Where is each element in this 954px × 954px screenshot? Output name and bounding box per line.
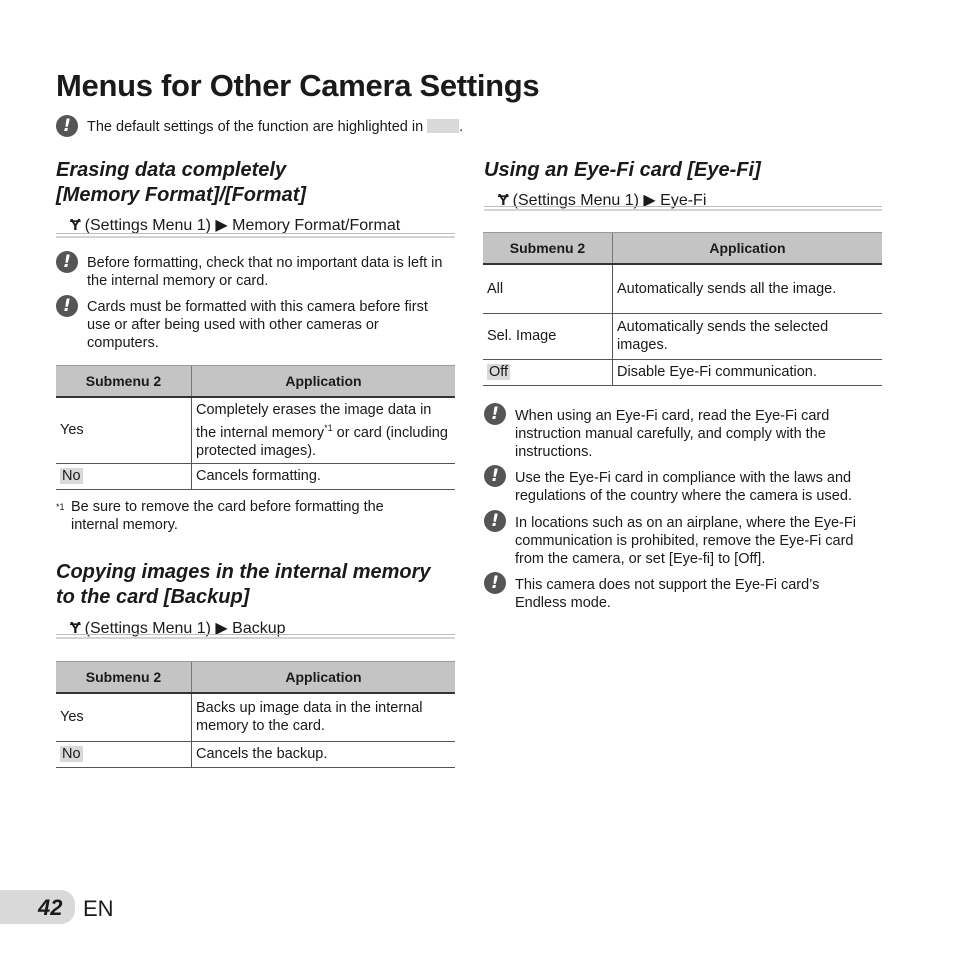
table-row [483, 359, 882, 385]
page-number: 42 [38, 895, 63, 920]
highlight-swatch [427, 119, 459, 133]
menu-path: Ɏ (Settings Menu 1) ▶ Eye-Fi [498, 192, 707, 209]
caution-icon: ! [56, 115, 78, 137]
footnote: Be sure to remove the card before formatting the internal memory. [71, 499, 384, 533]
table-row [56, 741, 455, 767]
note-text: In locations such as on an airplane, where the Eye-Fi communication is prohibited, remove the Eye-Fi card from the camera, or set [Eye-fi] to [Off]. [515, 515, 856, 567]
divider [56, 634, 455, 639]
wrench-icon: Ɏ [70, 620, 81, 637]
application-cell: Disable Eye-Fi communication. [613, 359, 883, 385]
caution-icon: ! [484, 572, 506, 594]
default-highlight: Off [489, 364, 509, 380]
submenu-cell [56, 741, 192, 767]
submenu-cell: Yes [56, 693, 192, 741]
column-header: Submenu 2 [56, 662, 192, 694]
column-header: Application [192, 662, 456, 694]
application-cell: Cancels formatting. [192, 463, 456, 489]
section-heading-eyefi: Using an Eye-Fi card [Eye-Fi] [484, 159, 761, 181]
note-text: Before formatting, check that no important data is left in the internal memory or card. [87, 255, 443, 289]
submenu-cell: Sel. Image [483, 313, 613, 359]
default-highlight: No [62, 746, 81, 762]
intro-note: The default settings of the function are highlighted in . [87, 119, 464, 135]
divider [484, 206, 882, 211]
caution-icon: ! [56, 295, 78, 317]
footnote-mark: *1 [56, 502, 65, 512]
menu-path: Ɏ (Settings Menu 1) ▶ Memory Format/Format [70, 217, 401, 234]
submenu-cell [56, 463, 192, 489]
wrench-icon: Ɏ [498, 192, 509, 209]
eyefi-table [483, 232, 882, 386]
language-code: EN [83, 896, 114, 921]
caution-icon: ! [484, 465, 506, 487]
caution-icon: ! [484, 403, 506, 425]
column-header: Submenu 2 [483, 233, 613, 265]
table-row [483, 313, 882, 359]
caution-icon: ! [56, 251, 78, 273]
submenu-cell [483, 359, 613, 385]
application-cell: Automatically sends all the image. [613, 264, 883, 313]
column-header: Application [192, 366, 456, 398]
table-row [483, 264, 882, 313]
wrench-icon: Ɏ [70, 217, 81, 234]
table-row [56, 463, 455, 489]
settings-table [56, 365, 455, 490]
page-title: Menus for Other Camera Settings [56, 68, 540, 103]
submenu-cell: All [483, 264, 613, 313]
application-cell: Backs up image data in the internal memory to the card. [192, 693, 456, 741]
backup-table [56, 661, 455, 768]
note-text: When using an Eye-Fi card, read the Eye-Fi card instruction manual carefully, and comply with the instructions. [515, 408, 830, 460]
note-text: Use the Eye-Fi card in compliance with the laws and regulations of the country where the camera is used. [515, 470, 852, 504]
application-cell: Cancels the backup. [192, 741, 456, 767]
application-cell: Automatically sends the selected images. [613, 313, 883, 359]
note-text: Cards must be formatted with this camera before first use or after being used with other cameras or computers. [87, 299, 428, 351]
default-highlight: No [62, 468, 81, 485]
table-row [56, 693, 455, 741]
section-backup [56, 560, 456, 610]
divider [56, 233, 455, 238]
menu-path: Ɏ (Settings Menu 1) ▶ Backup [70, 620, 286, 637]
column-header: Application [613, 233, 883, 265]
application-cell: Completely erases the image data in the internal memory$^{*1}$ or card (including protected images). [192, 397, 456, 463]
note-text: This camera does not support the Eye-Fi card’s Endless mode. [515, 577, 820, 611]
section-memory-format [56, 158, 456, 208]
caution-icon: ! [484, 510, 506, 532]
section-heading: Copying images in the internal memory to the card [Backup] [56, 561, 431, 608]
submenu-cell: Yes [56, 397, 192, 463]
table-row [56, 397, 455, 463]
section-heading: Erasing data completely [Memory Format]/[Format] [56, 159, 307, 206]
column-header: Submenu 2 [56, 366, 192, 398]
